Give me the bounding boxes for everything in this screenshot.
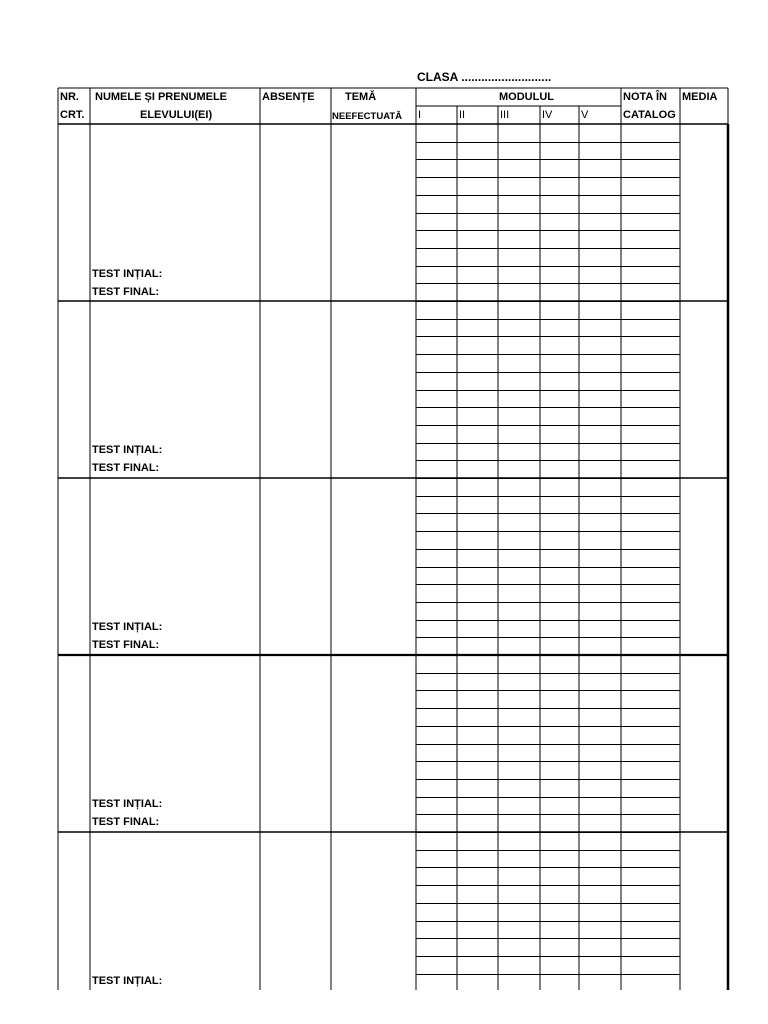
test-final-label: TEST FINAL: — [92, 286, 160, 298]
nota-header-line1: NOTA ÎN — [623, 91, 667, 103]
name-header-line2: ELEVULUI(EI) — [140, 109, 213, 121]
media-header: MEDIA — [682, 91, 718, 103]
tema-header-line1: TEMĂ — [345, 91, 377, 103]
modulul-header: MODULUL — [499, 91, 554, 103]
test-initial-label: TEST INȚIAL: — [92, 621, 163, 633]
test-final-label: TEST FINAL: — [92, 816, 160, 828]
name-header-line1: NUMELE ȘI PRENUMELE — [95, 91, 228, 103]
nota-header-line2: CATALOG — [623, 109, 676, 121]
module-label-2: II — [459, 109, 466, 121]
module-label-5: V — [581, 109, 589, 121]
class-title: CLASA ........................... — [417, 70, 552, 84]
test-final-label: TEST FINAL: — [92, 639, 160, 651]
nr-header-line1: NR. — [60, 91, 79, 103]
test-final-label: TEST FINAL: — [92, 462, 160, 474]
test-initial-label: TEST INȚIAL: — [92, 268, 163, 280]
module-label-1: I — [418, 109, 422, 121]
nr-header-line2: CRT. — [60, 109, 85, 121]
absente-header: ABSENȚE — [262, 91, 315, 103]
test-initial-label: TEST INȚIAL: — [92, 798, 163, 810]
tema-header-line2: NEEFECTUATĂ — [332, 111, 403, 122]
test-initial-label: TEST INȚIAL: — [92, 975, 163, 987]
module-label-3: III — [500, 109, 510, 121]
module-label-4: IV — [542, 109, 553, 121]
test-initial-label: TEST INȚIAL: — [92, 444, 163, 456]
